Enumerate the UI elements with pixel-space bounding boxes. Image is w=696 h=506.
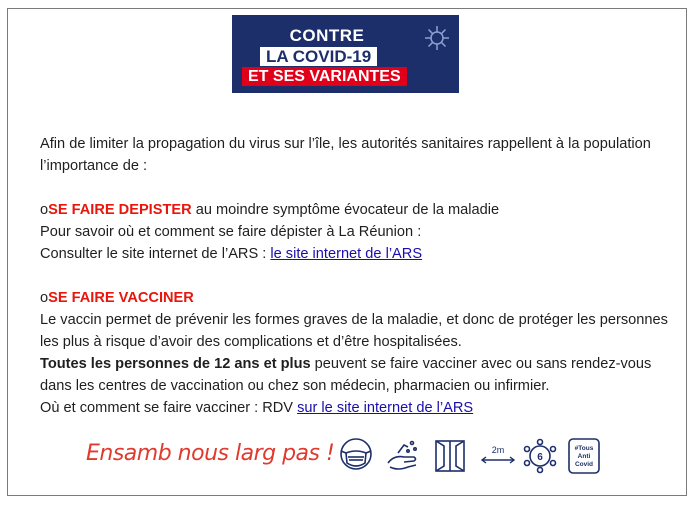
handwash-icon <box>384 437 420 475</box>
vacciner-para-2-rest: peuvent se faire vacciner avec ou sans rendez-vous dans les centres de vaccination ou chez son médecin, pharmacien ou infirmier. <box>40 356 652 394</box>
banner-line-3: ET SES VARIANTES <box>242 67 407 86</box>
depister-link-prefix: Consulter le site internet de l’ARS : <box>40 246 271 262</box>
vacciner-link-prefix: Où et comment se faire vacciner : RDV <box>40 400 298 416</box>
vacciner-para-1: Le vaccin permet de prévenir les formes graves de la maladie, et donc de protéger les personnes les plus à risque d’avoir des complications et d’être hospitalisées. <box>40 312 668 350</box>
group-limit-icon <box>522 437 558 475</box>
ars-link-depistage[interactable]: le site internet de l’ARS <box>270 246 423 262</box>
window-ventilation-icon <box>432 437 468 475</box>
mask-icon <box>338 437 374 475</box>
depister-title: SE FAIRE DEPISTER <box>48 202 192 218</box>
main-content <box>40 133 670 419</box>
depister-heading <box>40 199 670 221</box>
intro-text: Afin de limiter la propagation du virus sur l’île, les autorités sanitaires rappellent à la population l’importance de : <box>40 136 651 174</box>
vacciner-para-3 <box>40 397 670 419</box>
slogan: Ensamb nous larg pas ! <box>86 441 335 466</box>
depister-title-rest: au moindre symptôme évocateur de la maladie <box>191 202 500 218</box>
vacciner-heading <box>40 287 670 309</box>
hashtag-line-3: Covid <box>574 461 594 468</box>
distance-label: 2m <box>491 445 505 455</box>
banner-line-1: CONTRE <box>289 26 365 45</box>
hashtag-line-1: #Tous <box>574 445 594 452</box>
vacciner-title: SE FAIRE VACCINER <box>48 290 194 306</box>
group-count: 6 <box>537 452 543 463</box>
tousanticovid-icon <box>566 437 602 475</box>
covid-banner <box>232 15 459 93</box>
vacciner-para-2-bold: Toutes les personnes de 12 ans et plus <box>40 356 311 372</box>
distance-icon <box>478 437 518 475</box>
ars-link-vaccination[interactable]: sur le site internet de l’ARS <box>297 400 474 416</box>
virus-icon <box>424 25 450 51</box>
vacciner-para-2 <box>40 353 670 397</box>
hashtag-line-2: Anti <box>577 453 591 460</box>
depister-line-3 <box>40 243 670 265</box>
depister-line-2: Pour savoir où et comment se faire dépister à La Réunion : <box>40 224 422 240</box>
bullet: o <box>40 290 49 306</box>
banner-line-2: LA COVID-19 <box>260 47 377 66</box>
bullet: o <box>40 202 49 218</box>
